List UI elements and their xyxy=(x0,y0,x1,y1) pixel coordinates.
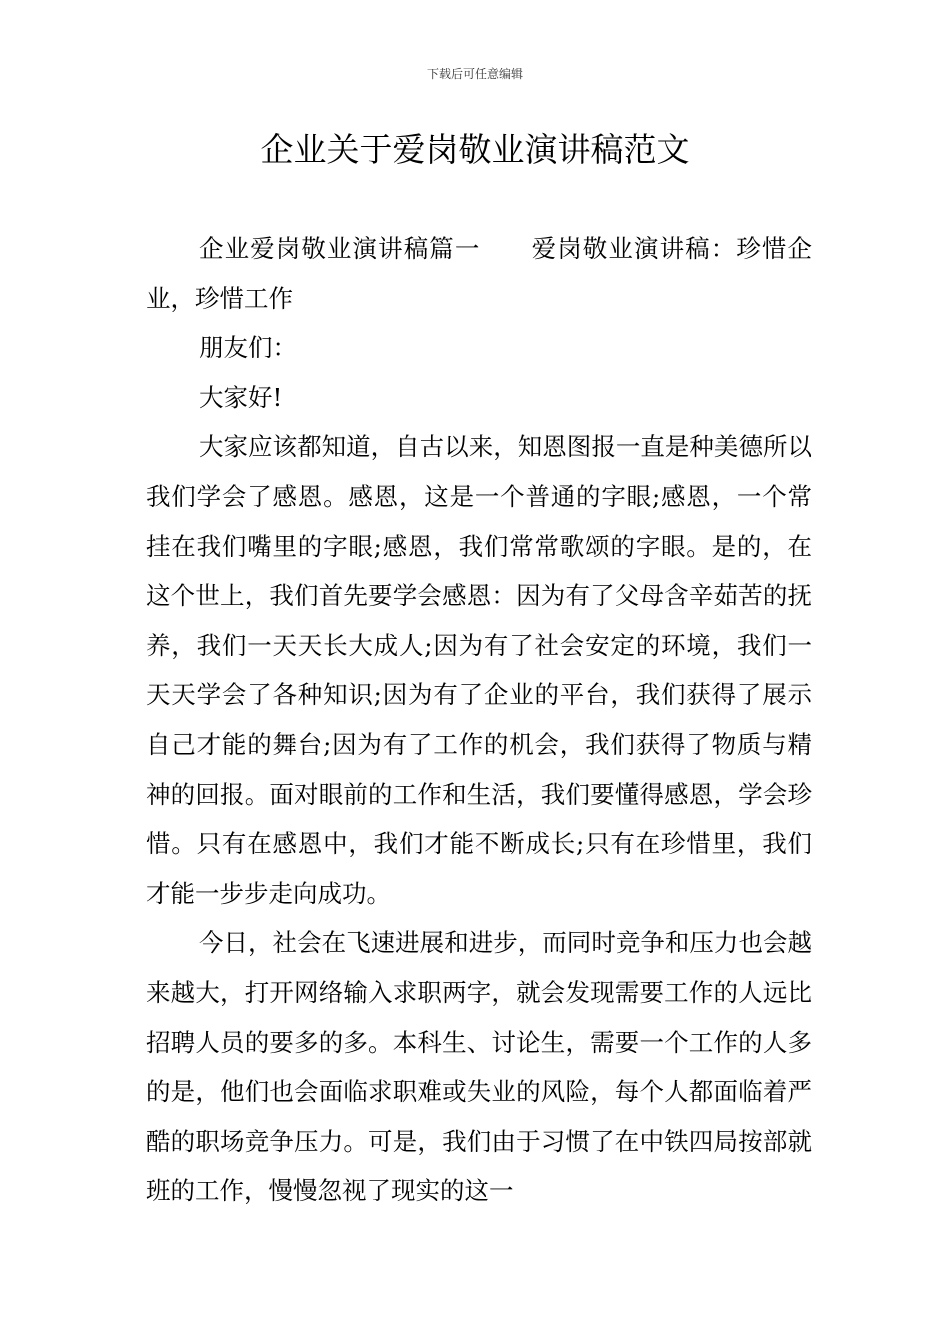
paragraph-salutation: 朋友们： xyxy=(199,333,297,363)
paragraph-heading-line: 企业爱岗敬业演讲稿篇一 爱岗敬业演讲稿：珍惜企业，珍惜工作 xyxy=(146,234,812,313)
paragraph-gratitude: 大家应该都知道，自古以来，知恩图报一直是种美德所以我们学会了感恩。感恩，这是一个普通的字眼;感恩，一个常挂在我们嘴里的字眼;感恩，我们常常歌颂的字眼。是的，在这个世上，我们首先要学会感恩：因为有了父母含辛茹苦的抚养，我们一天天长大成人;因为有了社会安定的环境，我们一天天学会了各种知识;因为有了企业的平台，我们获得了展示自己才能的舞台;因为有了工作的机会，我们获得了物质与精神的回报。面对眼前的工作和生活，我们要懂得感恩，学会珍惜。只有在感恩中，我们才能不断成长;只有在珍惜里，我们才能一步步走向成功。 xyxy=(146,432,812,908)
document-title: 企业关于爱岗敬业演讲稿范文 xyxy=(260,130,690,169)
document-body xyxy=(146,224,812,1216)
paragraph-greeting: 大家好! xyxy=(199,382,283,412)
header-note: 下载后可任意编辑 xyxy=(426,67,523,81)
paragraph-competition: 今日，社会在飞速进展和进步，而同时竞争和压力也会越来越大，打开网络输入求职两字，就会发现需要工作的人远比招聘人员的要多的多。本科生、讨论生，需要一个工作的人多的是，他们也会面临求职难或失业的风险，每个人都面临着严酷的职场竞争压力。可是，我们由于习惯了在中铁四局按部就班的工作，慢慢忽视了现实的这一 xyxy=(146,928,812,1206)
